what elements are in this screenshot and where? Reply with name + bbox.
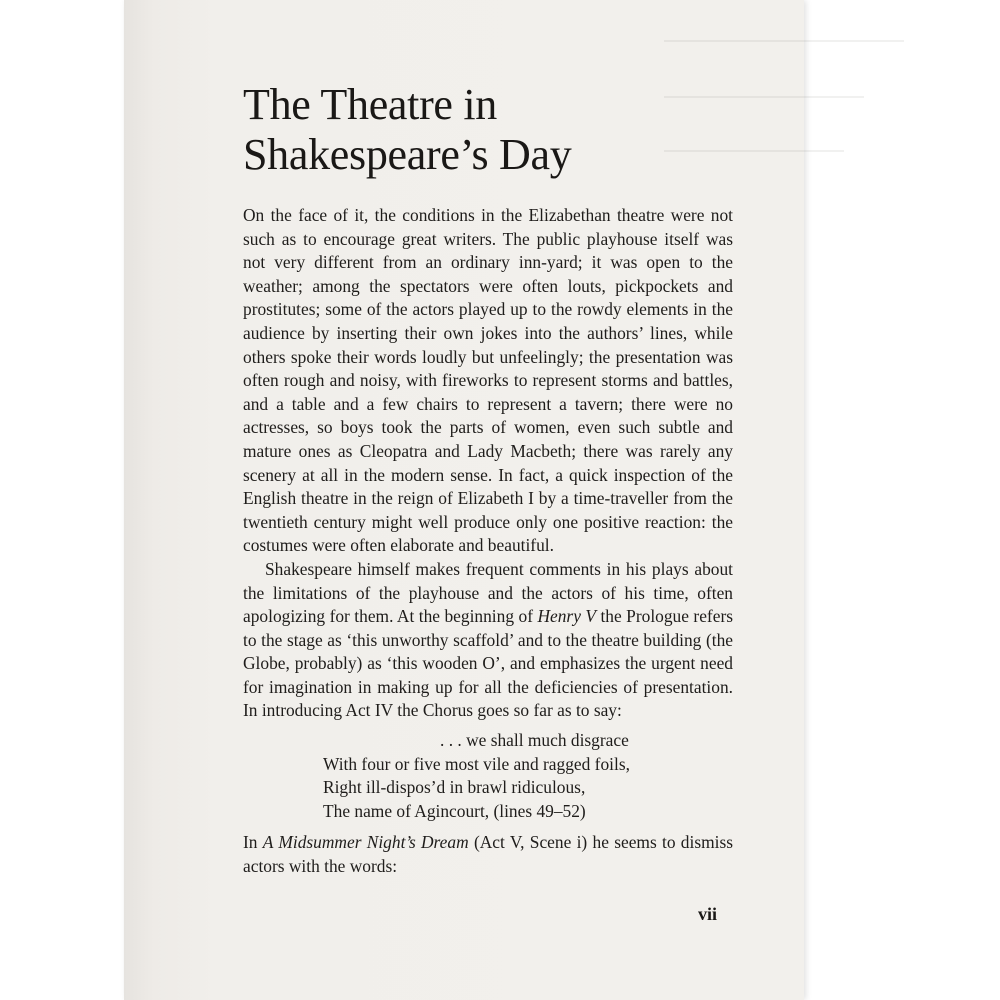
play-title-henry-v: Henry V — [537, 606, 596, 627]
chapter-title — [243, 80, 733, 180]
play-title-midsummer: A Midsummer Night’s Dream — [262, 832, 469, 853]
verse-line-3: Right ill-dispos’d in brawl ridiculous, — [323, 777, 586, 798]
chapter-title-line-1: The Theatre in — [243, 80, 497, 129]
paragraph-2-text-start: Shakespeare himself makes frequent comments in his plays about the limitations of the playhouse and the actors of his time, often apologizing for them. At the beginning of — [243, 558, 733, 627]
paragraph-3-text-end: (Act V, Scene i) he seems to dismiss actors with the words: — [243, 832, 734, 877]
chapter-title-line-2: Shakespeare’s Day — [243, 130, 572, 179]
show-through-line — [664, 40, 904, 42]
verse-line-4: The name of Agincourt, (lines 49–52) — [323, 800, 586, 821]
paragraph-2 — [243, 558, 733, 723]
page-text-block — [243, 80, 733, 879]
paragraph-3 — [243, 831, 733, 878]
paragraph-3-text-start: In — [243, 832, 263, 853]
paragraph-1: On the face of it, the conditions in the Elizabethan theatre were not such as to encourage great writers. The public playhouse itself was not very different from an ordinary inn-yard; it was open to the weather; among the spectators were often louts, pickpockets and prostitutes; some of the actors played up to the rowdy elements in the audience by inserting their own jokes into the authors’ lines, while others spoke their words loudly but unfeelingly; the presentation was often rough and noisy, with fireworks to represent storms and battles, and a table and a few chairs to represent a tavern; there were no actresses, so boys took the parts of women, even such subtle and mature ones as Cleopatra and Lady Macbeth; there was rarely any scenery at all in the modern sense. In fact, a quick inspection of the English theatre in the reign of Elizabeth I by a time-traveller from the twentieth century might well produce only one positive reaction: the costumes were often elaborate and beautiful. — [243, 205, 733, 556]
verse-line-2: With four or five most vile and ragged foils, — [323, 753, 630, 774]
verse-line-1: . . . we shall much disgrace — [440, 730, 629, 751]
paragraph-2-text-end: the Prologue refers to the stage as ‘this unworthy scaffold’ and to the theatre building (the Globe, probably) as ‘this wooden O’, and emphasizes the urgent need for imagination in making up for all the deficiencies of presentation. In introducing Act IV the Chorus goes so far as to say: — [243, 606, 733, 721]
page-number: vii — [698, 904, 718, 924]
verse-quotation — [323, 729, 733, 823]
